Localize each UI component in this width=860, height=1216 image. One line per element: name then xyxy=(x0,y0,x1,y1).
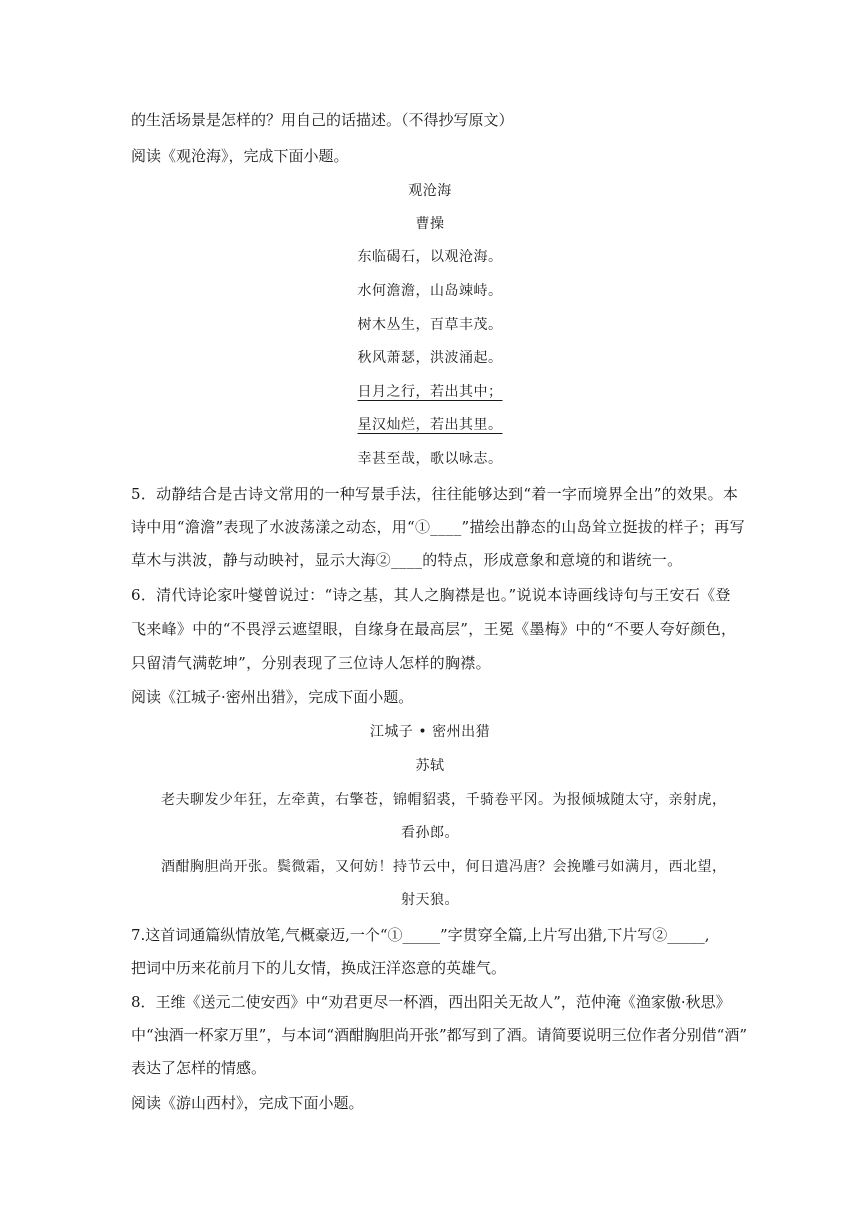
question-6-cont: 只留清气满乾坤”，分别表现了三位诗人怎样的胸襟。 xyxy=(131,654,491,672)
question-6: 6．清代诗论家叶燮曾说过：“诗之基，其人之胸襟是也。”说说本诗画线诗句与王安石《登 xyxy=(131,586,731,604)
poem-line: 树木丛生，百草丰茂。 xyxy=(357,317,503,333)
poem-line: 看孙郎。 xyxy=(401,825,459,841)
poem-line: 射天狼。 xyxy=(401,892,459,908)
question-6-cont: 飞来峰》中的“不畏浮云遮望眼，自缘身在最高层”，王冕《墨梅》中的“不要人夸好颜色， xyxy=(131,620,737,638)
question-8: 8．王维《送元二使安西》中“劝君更尽一杯酒，西出阳关无故人”，范仲淹《渔家傲·秋思》 xyxy=(131,993,731,1011)
poem-line: 酒酣胸胆尚开张。鬓微霜，又何妨！持节云中，何日遣冯唐？会挽雕弓如满月，西北望， xyxy=(161,859,727,875)
poem-line: 秋风萧瑟，洪波涌起。 xyxy=(357,350,503,366)
poem-line-underlined: 星汉灿烂，若出其里。 xyxy=(357,417,503,433)
question-8-cont: 表达了怎样的情感。 xyxy=(131,1059,267,1077)
poem-line: 东临碣石，以观沧海。 xyxy=(357,249,503,265)
poem-line-underlined: 日月之行，若出其中； xyxy=(357,384,503,400)
question-continuation: 的生活场景是怎样的？用自己的话描述。（不得抄写原文） xyxy=(131,111,514,129)
poem-line: 老夫聊发少年狂，左牵黄，右擎苍，锦帽貂裘，千骑卷平冈。为报倾城随太守，亲射虎， xyxy=(161,792,727,808)
poem-line: 幸甚至哉，歌以咏志。 xyxy=(357,451,503,467)
question-7-cont: 把词中历来花前月下的儿女情，换成汪洋恣意的英雄气。 xyxy=(131,959,507,977)
poem-author: 苏轼 xyxy=(415,758,445,774)
question-7: 7.这首词通篇纵情放笔,气概豪迈,一个“①_____”字贯穿全篇,上片写出猎,下片写②_____, xyxy=(131,926,710,944)
poem-author: 曹操 xyxy=(415,216,445,232)
poem-line: 水何澹澹，山岛竦峙。 xyxy=(357,283,503,299)
question-5-cont: 诗中用“澹澹”表现了水波荡漾之动态，用“①____”描绘出静态的山岛耸立挺拔的样子；再写 xyxy=(131,518,745,536)
reading-prompt: 阅读《江城子·密州出猎》，完成下面小题。 xyxy=(131,688,414,706)
reading-prompt: 阅读《观沧海》，完成下面小题。 xyxy=(131,147,349,165)
question-5-cont: 草木与洪波，静与动映衬，显示大海②____的特点，形成意象和意境的和谐统一。 xyxy=(131,551,683,569)
poem-title: 观沧海 xyxy=(408,183,452,199)
reading-prompt: 阅读《游山西村》，完成下面小题。 xyxy=(131,1094,364,1112)
question-5: 5．动静结合是古诗文常用的一种写景手法，往往能够达到“着一字而境界全出”的效果。本 xyxy=(131,485,739,503)
question-8-cont: 中“浊酒一杯家万里”，与本词“酒酣胸胆尚开张”都写到了酒。请简要说明三位作者分别借“酒” xyxy=(131,1026,748,1044)
poem-title: 江城子 • 密州出猎 xyxy=(369,724,491,740)
